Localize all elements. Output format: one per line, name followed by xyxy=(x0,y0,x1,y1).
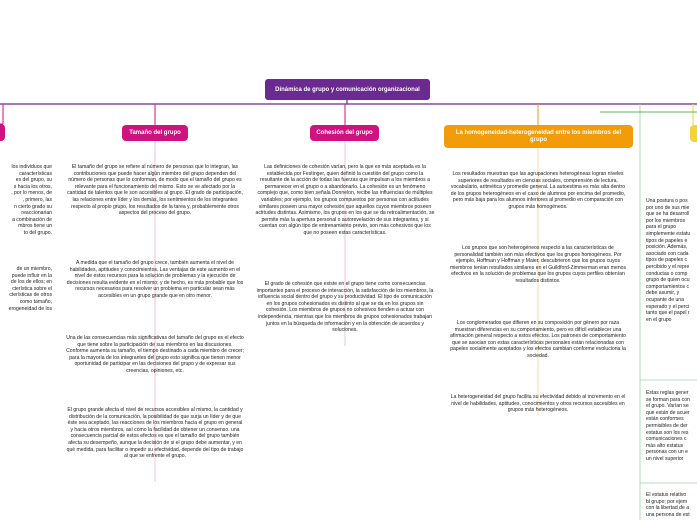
root-topic-label: Dinámica de grupo y comunicación organizacional xyxy=(275,86,420,93)
homogeneidad-text-1: Los resultados muestran que las agrupaciones heterogéneas logran niveles superiores de resultados en ciencias sociales, comprensión de lectura, vocabulario, aritmética y promedio general. La autoestima es más alta dentro de los grupos heterogéneos en el caso de alumnos por encima del promedio, pero más baja para los alumnos inferiores al promedio en comparación con grupos más homogéneos. xyxy=(450,171,626,210)
homogeneidad-text-4: La heterogeneidad del grupo facilita su efectividad debido al incremento en el nivel de habilidades, aptitudes, conocimientos y otros recursos accesibles en grupos más heterogéneos. xyxy=(450,394,626,414)
tamano-text-2: A medida que el tamaño del grupo crece, también aumenta el nivel de habilidades, aptitudes y conocimientos. Las ventajas de este aumento en el nivel de estos recursos para la solución de problemas y la ejecución de decisiones resulta evidente en el mismo; y de hecho, es más probable que los recursos necesarios para resolver un problema en particular sean más accesibles en un grupo grande que en otro menor. xyxy=(66,260,244,299)
left-branch-node[interactable] xyxy=(0,124,5,141)
homogeneidad-text-3: Los conglomerados que difieren en su composición por género por raza muestran diferencias en su comportamiento, pero es difícil establecer una afirmación general respecto a estos efectos. Los patrones de comportamiento que se asocian con estas características personales están relacionadas con papeles socialmente aceptados y los efectos cambian conforme evoluciona la sociedad. xyxy=(450,320,626,359)
tamano-text-4: El grupo grande afecta el nivel de recursos accesibles al mismo, la cantidad y distribución de la comunicación, la posibilidad de que surja un líder y de que éste sea aceptado, las reacciones de los miembros hacia el grupo en general y hacia otros miembros, así como la facilidad de obtener un consenso. una consecuencia parcial de estos efectos es que el tamaño del grupo también afecta su desempeño, aunque la decisión de si el grupo debe aumentar, y en qué medida, para facilitar o impedir su efectividad, depende del tipo de trabajo al que se enfrente el grupo. xyxy=(66,407,244,460)
branch-label-cohesion: Cohesión del grupo xyxy=(316,130,373,136)
cohesion-text-2: El grado de cohesión que existe en el grupo tiene como consecuencias importantes para el proceso de interacción, la satisfacción de los miembros, la influencia social dentro del grupo y su productividad. El tipo de comunicación en los grupos cohesionados es distinto al que se da en los grupos sin cohesión. Los miembros de grupos no cohesivos tienden a actuar con independencia, mientras que los miembros de grupos cohesionados trabajan juntos en la búsqueda de información y en la obtención de acuerdos y soluciones. xyxy=(256,281,434,334)
branch-label-homogeneidad: La homogeneidad-heterogeneidad entre los miembros del grupo xyxy=(455,129,622,143)
tamano-text-1: El tamaño del grupo se refiere al número de personas que lo integran, las contribuciones que puede hacer algún miembro del grupo dependen del número de personas que lo conforman, de modo que el tamaño del grupo es relevante para el funcionamiento del mismo. Esto se ve afectado por la cantidad de talentos que le son accesibles al grupo. El grado de participación, las relaciones entre líder y los demás, los sentimientos de los integrantes respecto al propio grupo, los resultados de la tarea y, probablemente otros aspectos del proceso del grupo. xyxy=(67,164,243,217)
right-partial-text-3: El estatus relativo bl grupo; por ejem con la libertad de a una persona de est xyxy=(646,492,690,518)
right-partial-text-2: Estas reglas gener se forman para con el grupo. Varían se que están de acuer están conformes permisibles de der estatus son los res comunicaciones c más alto estatus personas con un e un nivel superior xyxy=(646,390,690,462)
root-topic-node[interactable] xyxy=(265,79,430,100)
left-partial-text-2: de un miembro, puede influir en la de los de ellos; en cterística sobre el cterísticas de otros como tamaño, erogeneidad de los xyxy=(8,266,52,312)
right-partial-text-1: Una postura o pos por uno de sus mie que se ha desarroll por los miembros para el grupo simplemente estatu tipos de papeles e posición. Además, asociado con cada tipos de papeles c percibido y el repre conductas o comp grupo de quien ocu comportamientos c debe asumir, y ocupante de una esperado y el perci tanto que el papel r en el grupo xyxy=(646,198,691,323)
branch-label-tamano: Tamaño del grupo xyxy=(129,130,181,136)
branch-node-tamano[interactable] xyxy=(122,125,188,141)
cohesion-text-1: Las definiciones de cohesión varían, pero la que es más aceptada es la establecida por Festinger, quien definió la cuestión del grupo como la resultante de la acción de todas las fuerzas que impulsan a los miembros a permanecer en el grupo o a abandonarlo. La cohesión es un fenómeno complejo que, como bien señala Donnelon, recibe las influencias de múltiples variables; por ejemplo, los grupos compuestos por personas con actitudes similares poseen una mayor cohesión que aquellos cuyos miembros poseen actitudes distintas. Asimismo, los grupos en los que se da retroalimentación, se permite más la apertura personal o autorevelación de sus integrantes, y si cuentan con algún tipo de entrenamiento previo, son más cohesivos que los que no poseen estas características. xyxy=(255,164,435,236)
right-branch-node[interactable] xyxy=(690,125,697,142)
tamano-text-3: Una de las consecuencias más significativas del tamaño del grupo es el efecto que tiene sobre la participación de sus miembros en las discusiones. Conforme aumenta su tamaño, el tiempo destinado a cada miembro de crecer; para la mayoría de los integrantes del grupo esto significa que tienen menor oportunidad de participar en las decisiones del grupo y de expresar sus creencias, opiniones, etc. xyxy=(66,335,244,374)
branch-node-cohesion[interactable] xyxy=(310,125,379,141)
left-partial-text-1: los individuos que características es del grupo, su s hacia los otros, , por lo menos, de , primero, las n cierto grado su reaccionarian a combinación de mbros tiene un to del grupo. xyxy=(11,164,52,236)
homogeneidad-text-2: Los grupos que son heterogéneos respecto a las características de personalidad también son más efectivos que los grupos homogéneos. Por ejemplo, Hoffman y Hoffman y Maier, descubrieron que los grupos cuyos miembros tenían resultados similares en el Guildford-Zimmerman eran menos efectivos en la solución de problemas que los grupos cuyos perfiles obtenían resultados distintos. xyxy=(449,245,627,284)
branch-node-homogeneidad[interactable] xyxy=(444,125,633,148)
